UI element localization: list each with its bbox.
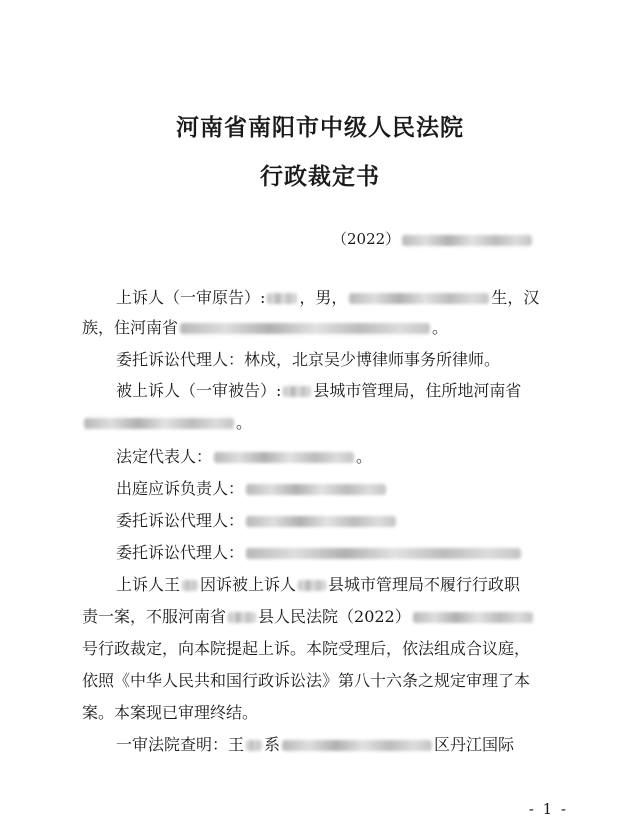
court-name-title: 河南省南阳市中级人民法院 (176, 114, 464, 141)
redacted-case-number (402, 235, 532, 246)
address-label: 族，住河南省 (82, 318, 179, 337)
appellant-gender: ，男， (299, 288, 348, 307)
text-segment: 区丹江国际 (434, 735, 515, 754)
text-segment: 县城市管理局不履行行政职 (328, 575, 521, 594)
redacted-county (283, 386, 311, 397)
redacted-county (298, 580, 326, 591)
appellant-birth-suffix: 生，汉 (491, 288, 540, 307)
address-end: 。 (432, 318, 449, 337)
responsible-person-line (116, 479, 388, 499)
text-segment: 县人民法院（2022） (258, 607, 411, 626)
case-body-line-1 (116, 575, 520, 595)
address-end: 。 (236, 413, 253, 432)
redacted-county (228, 612, 256, 623)
redacted-agent-3 (246, 548, 521, 559)
text-segment: 因诉被上诉人 (200, 575, 297, 594)
case-body-line-2 (82, 607, 535, 627)
case-body-line-3: 号行政裁定，向本院提起上诉。本院受理后，依法组成合议庭， (82, 639, 531, 658)
text-segment: 上诉人王 (116, 575, 181, 594)
legal-rep-label: 法定代表人： (116, 447, 213, 466)
appellee-address-line (82, 413, 252, 433)
text-segment: 一审法院查明：王 (116, 735, 245, 754)
redacted-address (180, 323, 430, 334)
appellant-line (116, 288, 539, 308)
redacted-name (246, 740, 262, 751)
agent-2-label: 委托诉讼代理人： (116, 511, 245, 530)
redacted-responsible-person (246, 484, 386, 495)
appellee-line (116, 381, 521, 401)
redacted-name (267, 293, 297, 304)
appellant-address-line (82, 318, 448, 338)
redacted-case-number (413, 612, 533, 623)
case-number-year: （2022） (332, 230, 401, 248)
text-segment: 系 (264, 735, 281, 754)
agent-3-label: 委托诉讼代理人： (116, 543, 245, 562)
appellee-label: 被上诉人（一审被告）: (116, 381, 282, 400)
case-body-line-4: 依照《中华人民共和国行政诉讼法》第八十六条之规定审理了本 (82, 671, 531, 690)
redacted-agent-2 (246, 516, 396, 527)
agent-line: 委托诉讼代理人：林戍，北京吴少博律师事务所律师。 (116, 350, 501, 369)
agent-3-line (116, 543, 523, 563)
agent-2-line (116, 511, 398, 531)
appellee-name: 县城市管理局，住所地河南省 (313, 381, 522, 400)
legal-rep-line (116, 447, 372, 467)
appellant-label: 上诉人（一审原告）: (116, 288, 266, 307)
redacted-birthdate (349, 293, 489, 304)
redacted-name (182, 580, 198, 591)
page-number: - 1 - (528, 800, 568, 818)
case-body-line-5: 案。本案现已审理终结。 (82, 703, 259, 722)
findings-line (116, 735, 514, 755)
case-number (332, 228, 534, 249)
text-segment: 责一案，不服河南省 (82, 607, 227, 626)
redacted-legal-rep (214, 452, 354, 463)
redacted-address (84, 418, 234, 429)
document-type-title: 行政裁定书 (260, 163, 380, 190)
redacted-location (282, 740, 432, 751)
legal-rep-end: 。 (356, 447, 373, 466)
responsible-person-label: 出庭应诉负责人： (116, 479, 245, 498)
